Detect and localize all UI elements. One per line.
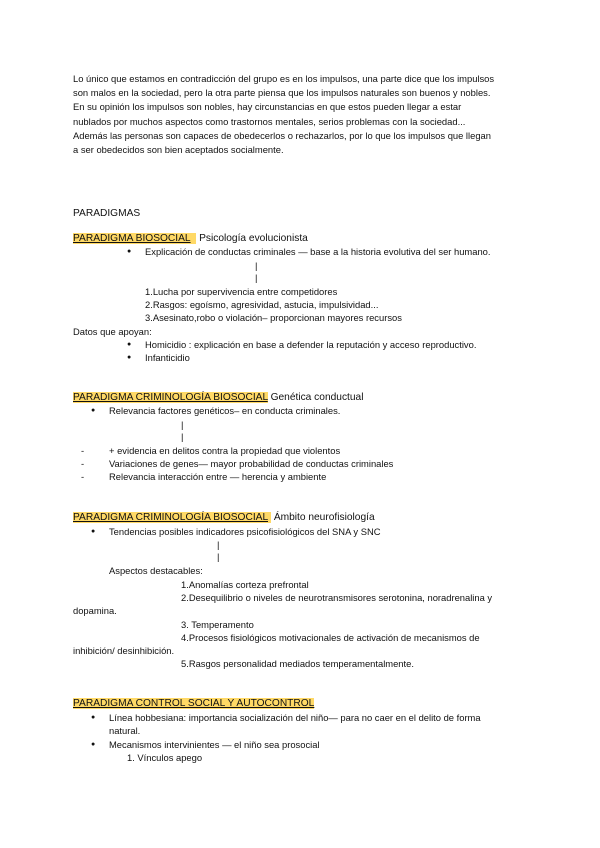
list-item: 2.Desequilibrio o niveles de neurotransmisores serotonina, noradrenalina y <box>181 592 493 603</box>
section-heading-highlight: PARADIGMA CONTROL SOCIAL Y AUTOCONTROL <box>73 698 315 709</box>
bullet-item: ● Homicidio : explicación en base a defender la reputación y acceso reproductivo. <box>145 339 476 350</box>
dash-item: - Variaciones de genes— mayor probabilidad de conductas criminales <box>109 458 393 469</box>
list-item: 4.Procesos fisiológicos motivacionales de activación de mecanismos de <box>181 632 480 643</box>
intro-paragraph <box>73 72 533 157</box>
section-subtitle: Ámbito neurofisiología <box>273 512 375 523</box>
bullet-item: ● Infanticidio <box>145 352 190 363</box>
bullet-item: ● Tendencias posibles indicadores psicofisiológicos del SNA y SNC <box>109 526 381 537</box>
arrow-line: | <box>255 272 258 283</box>
dash-item: - Relevancia interacción entre — herencia y ambiente <box>109 471 326 482</box>
intro-line: Lo único que estamos en contradicción del grupo es en los impulsos, una parte dice que los impulsos <box>73 73 495 84</box>
arrow-line: | <box>217 539 220 550</box>
section-genetica-heading <box>73 392 363 404</box>
intro-line: En su opinión los impulsos son nobles, hay circunstancias en que estos pueden llegar a estar <box>73 101 462 113</box>
section-heading-highlight: PARADIGMA CRIMINOLOGÍA BIOSOCIAL <box>73 392 268 403</box>
section-subtitle: Genética conductual <box>270 392 364 403</box>
numbered-item: 1. Vínculos apego <box>127 752 203 763</box>
bullet-item: ● Mecanismos intervinientes — el niño sea prosocial <box>109 739 320 750</box>
section-control-heading <box>73 698 314 710</box>
dash-item: - + evidencia en delitos contra la propiedad que violentos <box>109 445 340 456</box>
arrow-line: | <box>217 551 220 562</box>
section-subtitle: Psicología evolucionista <box>199 233 308 244</box>
list-item: 3. Temperamento <box>181 619 254 630</box>
bullet-item: ● Relevancia factores genéticos– en conducta criminales. <box>109 405 340 416</box>
list-item: 1.Lucha por supervivencia entre competidores <box>145 286 338 297</box>
arrow-line: | <box>181 431 184 442</box>
intro-line: Además las personas son capaces de obedecerlos o rechazarlos, por lo que los impulsos que llegan <box>73 129 491 141</box>
support-label: Datos que apoyan: <box>73 326 152 337</box>
bullet-item: ● Explicación de conductas criminales — base a la historia evolutiva del ser humano. <box>145 246 491 257</box>
section-heading-highlight: PARADIGMA CRIMINOLOGÍA BIOSOCIAL <box>73 512 269 523</box>
intro-line: son malos en la sociedad, pero la otra parte piensa que los impulsos naturales son buenos y nobles. <box>73 87 491 99</box>
section-biosocial-heading <box>73 233 308 245</box>
arrow-line: | <box>255 260 258 271</box>
list-item-continued: inhibición/ desinhibición. <box>73 645 175 656</box>
bullet-item: ● Línea hobbesiana: importancia socialización del niño— para no caer en el delito de forma <box>109 712 481 723</box>
bullet-item-continued: natural. <box>109 725 141 736</box>
list-item-continued: dopamina. <box>73 605 117 616</box>
aspects-label: Aspectos destacables: <box>109 565 203 576</box>
list-item: 5.Rasgos personalidad mediados temperamentalmente. <box>181 658 414 669</box>
section-neuro-heading <box>73 512 375 524</box>
section-heading-highlight: PARADIGMA BIOSOCIAL <box>73 233 191 244</box>
intro-line: a ser obedecidos son bien aceptados socialmente. <box>73 144 284 156</box>
list-item: 2.Rasgos: egoísmo, agresividad, astucia, impulsividad... <box>145 299 379 310</box>
intro-line: nublados por muchos aspectos como trastornos mentales, serios problemas con la sociedad... <box>73 115 466 127</box>
paradigmas-title: PARADIGMAS <box>73 208 141 219</box>
list-item: 3.Asesinato,robo o violación– proporcionan mayores recursos <box>145 312 402 323</box>
arrow-line: | <box>181 419 184 430</box>
list-item: 1.Anomalías corteza prefrontal <box>181 579 309 590</box>
